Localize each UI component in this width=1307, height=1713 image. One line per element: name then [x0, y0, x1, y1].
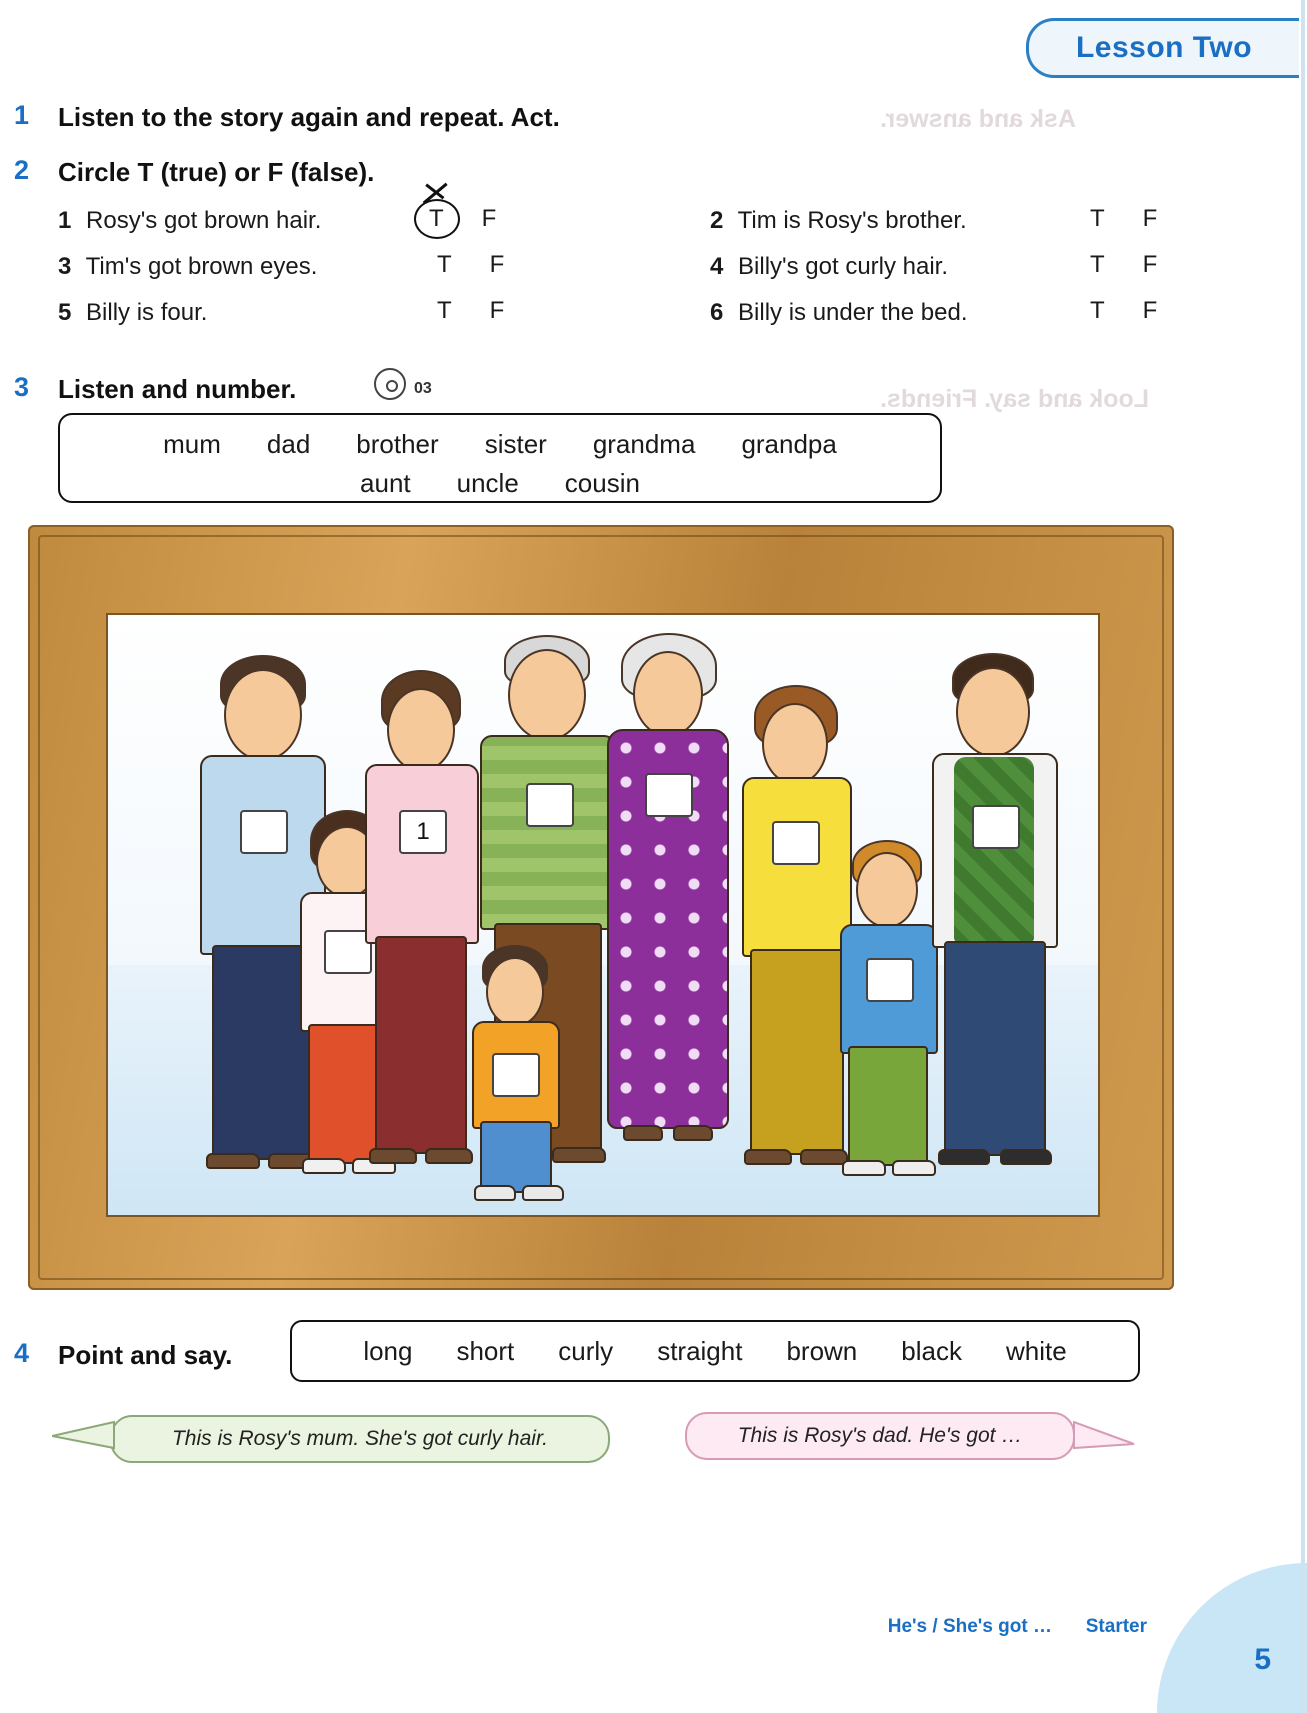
exercise-1-title: Listen to the story again and repeat. Act. [58, 102, 560, 132]
exercise-1-number: 1 [14, 100, 30, 130]
tf-item-1 [58, 207, 321, 235]
tf-item-6-number: 6 [710, 299, 724, 326]
tf-item-2-text: Tim is Rosy's brother. [737, 207, 967, 234]
adjectives-box [290, 1320, 1140, 1382]
grandma-head [633, 651, 703, 737]
tf-item-1-T[interactable]: T [429, 205, 444, 232]
mum-trousers [375, 936, 467, 1154]
adjective-short: short [456, 1335, 515, 1366]
uncle-trousers [944, 941, 1046, 1156]
answer-box-cousin[interactable] [866, 958, 914, 1002]
tf-item-4-F[interactable]: F [1142, 251, 1158, 278]
dad-shoe-left [206, 1153, 260, 1169]
answer-box-dad[interactable] [240, 810, 288, 854]
family-word-brother: brother [356, 429, 439, 459]
tf-item-2-number: 2 [710, 207, 724, 234]
tf-item-4-number: 4 [710, 253, 724, 280]
tf-item-3 [58, 253, 317, 281]
speech-bubble-dad [685, 1412, 1075, 1460]
family-word-dad: dad [266, 429, 311, 459]
tf-item-3-number: 3 [58, 253, 72, 280]
tf-item-4-T[interactable]: T [1090, 251, 1105, 278]
billy-shoe-right [522, 1185, 564, 1201]
answer-box-grandpa[interactable] [526, 783, 574, 827]
aunt-head [762, 703, 828, 785]
tf-item-2-letters[interactable] [1090, 205, 1157, 233]
exercise-2-title: Circle T (true) or F (false). [58, 157, 375, 187]
tf-item-5-number: 5 [58, 299, 72, 326]
page-edge-line [1301, 0, 1305, 1713]
family-photo-frame [28, 525, 1174, 1290]
tf-item-4 [710, 253, 948, 281]
person-mum [363, 670, 483, 1200]
adjective-curly: curly [558, 1335, 614, 1366]
lesson-tab-label: Lesson Two [1075, 31, 1253, 64]
dad-head [224, 669, 302, 761]
exercise-2-number: 2 [14, 155, 30, 185]
grandma-shoe-right [673, 1125, 713, 1141]
billy-head [486, 957, 544, 1027]
exercise-3-number: 3 [14, 372, 30, 402]
family-words-box [58, 413, 942, 503]
speech-bubble-mum-text: This is Rosy's mum. She's got curly hair. [171, 1427, 548, 1450]
answer-box-mum-value: 1 [416, 818, 430, 845]
lesson-tab [1026, 18, 1299, 78]
audio-track-number: 03 [414, 380, 432, 397]
mum-cardigan [365, 764, 479, 944]
aunt-top [742, 777, 852, 957]
speech-bubble-mum [110, 1415, 610, 1463]
mum-head [387, 688, 455, 772]
person-billy [468, 945, 568, 1210]
answer-box-uncle[interactable] [972, 805, 1020, 849]
cousin-trousers [848, 1046, 928, 1166]
tf-item-5-letters[interactable] [437, 297, 504, 325]
person-grandma [603, 633, 733, 1193]
uncle-shoe-right [1000, 1149, 1052, 1165]
family-word-mum: mum [163, 429, 221, 459]
family-words-row-2 [60, 468, 940, 499]
tf-item-3-F[interactable]: F [489, 251, 505, 278]
footer-grammar: He's / She's got … [887, 1616, 1052, 1637]
adjective-straight: straight [657, 1335, 743, 1366]
tf-item-1-letters[interactable] [429, 205, 496, 233]
tf-item-5-F[interactable]: F [489, 297, 505, 324]
tf-item-6-letters[interactable] [1090, 297, 1157, 325]
tf-item-3-T[interactable]: T [437, 251, 452, 278]
speech-bubble-mum-tail [52, 1418, 122, 1458]
page-number: 5 [1254, 1643, 1271, 1676]
uncle-vest-front [954, 757, 1034, 942]
audio-cd-icon[interactable] [374, 368, 406, 400]
tf-item-1-F[interactable]: F [481, 205, 497, 232]
ghost-text-b: Look and say. Friends. [880, 385, 1150, 413]
cousin-head [856, 852, 918, 928]
adjective-black: black [901, 1335, 962, 1366]
aunt-shoe-left [744, 1149, 792, 1165]
rosy-shoe-left [302, 1158, 346, 1174]
exercise-4-number: 4 [14, 1338, 30, 1368]
tf-item-2-F[interactable]: F [1142, 205, 1158, 232]
tf-item-4-letters[interactable] [1090, 251, 1157, 279]
family-word-uncle: uncle [456, 468, 519, 498]
answer-box-mum[interactable] [399, 810, 447, 854]
answer-box-grandma[interactable] [645, 773, 693, 817]
tf-item-6 [710, 299, 968, 327]
tf-item-3-text: Tim's got brown eyes. [85, 253, 318, 280]
tf-item-2-T[interactable]: T [1090, 205, 1105, 232]
person-uncle [928, 653, 1063, 1201]
aunt-trousers [750, 949, 844, 1155]
answer-box-aunt[interactable] [772, 821, 820, 865]
grandma-shoe-left [623, 1125, 663, 1141]
tf-item-1-text: Rosy's got brown hair. [86, 207, 322, 234]
family-photo [106, 613, 1100, 1217]
footer-level: Starter [1085, 1616, 1147, 1637]
adjective-brown: brown [786, 1335, 858, 1366]
adjective-white: white [1005, 1335, 1067, 1366]
family-word-grandma: grandma [592, 429, 696, 459]
grandpa-head [508, 649, 586, 741]
tf-item-6-F[interactable]: F [1142, 297, 1158, 324]
mum-shoe-left [369, 1148, 417, 1164]
billy-shoe-left [474, 1185, 516, 1201]
family-word-sister: sister [484, 429, 547, 459]
family-word-aunt: aunt [360, 468, 411, 498]
tf-item-6-T[interactable]: T [1090, 297, 1105, 324]
tf-item-5-T[interactable]: T [437, 297, 452, 324]
tf-item-5-text: Billy is four. [86, 299, 208, 326]
tf-item-6-text: Billy is under the bed. [738, 299, 968, 326]
family-words-row-1 [60, 429, 940, 460]
speech-bubble-dad-tail [1068, 1418, 1138, 1458]
answer-box-billy[interactable] [492, 1053, 540, 1097]
cousin-shoe-left [842, 1160, 886, 1176]
family-word-grandpa: grandpa [741, 429, 837, 459]
billy-jeans [480, 1121, 552, 1193]
exercise-4-title: Point and say. [58, 1340, 233, 1370]
adjective-long: long [363, 1335, 413, 1366]
tf-item-1-number: 1 [58, 207, 72, 234]
uncle-shoe-left [938, 1149, 990, 1165]
tf-item-4-text: Billy's got curly hair. [738, 253, 949, 280]
ghost-text-a: Ask and answer. [880, 105, 1076, 133]
tf-item-2 [710, 207, 967, 235]
tf-item-3-letters[interactable] [437, 251, 504, 279]
uncle-head [956, 667, 1030, 757]
mum-shoe-right [425, 1148, 473, 1164]
grandpa-shirt [480, 735, 616, 930]
page-corner-decoration [1157, 1563, 1307, 1713]
speech-bubble-dad-text: This is Rosy's dad. He's got … [737, 1424, 1023, 1447]
exercise-3-title: Listen and number. [58, 374, 297, 404]
tf-item-5 [58, 299, 207, 327]
family-word-cousin: cousin [564, 468, 640, 498]
